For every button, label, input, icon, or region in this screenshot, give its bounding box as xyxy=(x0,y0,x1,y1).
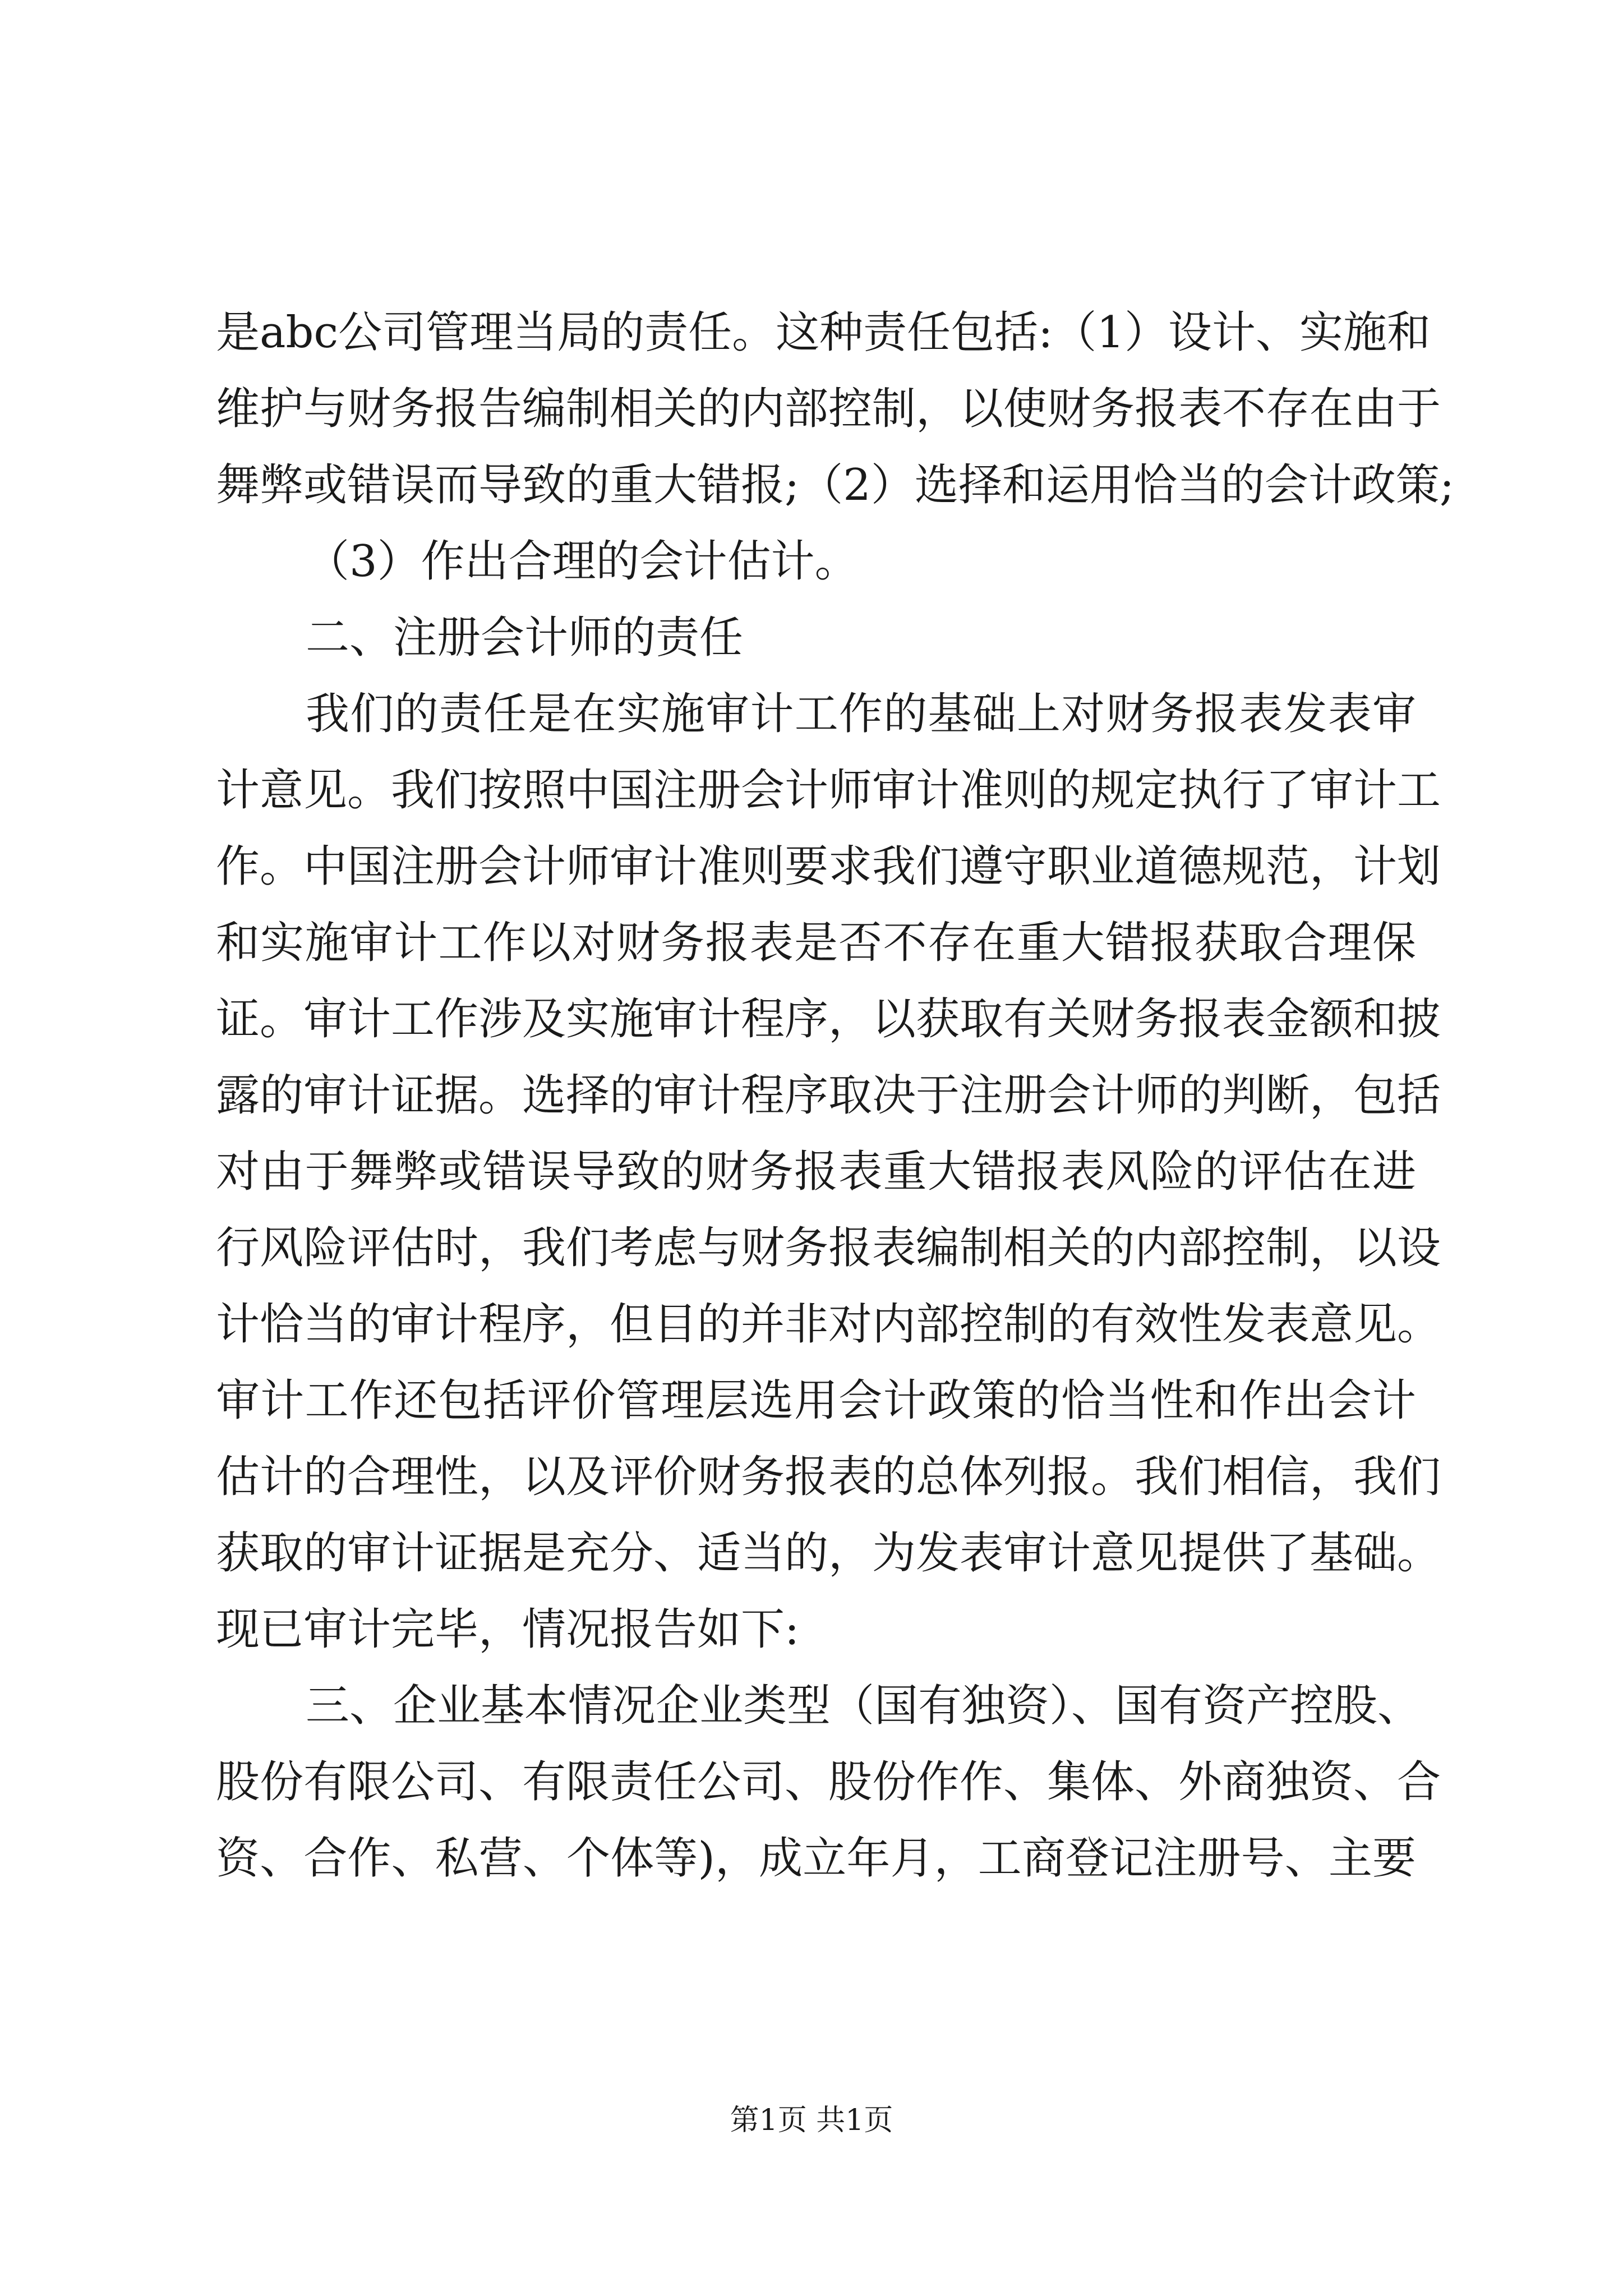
section-heading: 二、注册会计师的责任 xyxy=(306,613,744,663)
text-line: 舞弊或错误而导致的重大错报;（2）选择和运用恰当的会计政策; xyxy=(216,460,1455,510)
text-line: 估计的合理性，以及评价财务报表的总体列报。我们相信，我们 xyxy=(216,1452,1441,1502)
text-line: 作。中国注册会计师审计准则要求我们遵守职业道德规范，计划 xyxy=(216,841,1441,892)
text-line: 行风险评估时，我们考虑与财务报表编制相关的内部控制，以设 xyxy=(216,1223,1441,1273)
text-line: 我们的责任是在实施审计工作的基础上对财务报表发表审 xyxy=(306,689,1416,739)
text-line: 审计工作还包括评价管理层选用会计政策的恰当性和作出会计 xyxy=(216,1375,1416,1426)
text-line: 现已审计完毕，情况报告如下: xyxy=(216,1604,800,1655)
text-line: 资、合作、私营、个体等)，成立年月，工商登记注册号、主要 xyxy=(216,1833,1416,1884)
section-heading: 三、企业基本情况企业类型（国有独资）、国有资产控股、 xyxy=(306,1681,1422,1731)
text-line: 对由于舞弊或错误导致的财务报表重大错报表风险的评估在进 xyxy=(216,1147,1416,1197)
text-line: 露的审计证据。选择的审计程序取决于注册会计师的判断，包括 xyxy=(216,1070,1441,1121)
text-line: 和实施审计工作以对财务报表是否不存在重大错报获取合理保 xyxy=(216,918,1416,968)
text-line: 计恰当的审计程序，但目的并非对内部控制的有效性发表意见。 xyxy=(216,1299,1441,1350)
text-line: 维护与财务报告编制相关的内部控制，以使财务报表不存在由于 xyxy=(216,384,1441,434)
page-footer: 第1页 共1页 xyxy=(730,2104,893,2137)
text-line: 证。审计工作涉及实施审计程序，以获取有关财务报表金额和披 xyxy=(216,994,1441,1045)
text-line: 计意见。我们按照中国注册会计师审计准则的规定执行了审计工 xyxy=(216,765,1441,816)
document-body xyxy=(216,295,1455,1897)
text-line: 是abc公司管理当局的责任。这种责任包括:（1）设计、实施和 xyxy=(216,307,1431,358)
text-line: （3）作出合理的会计估计。 xyxy=(306,536,859,587)
text-line: 获取的审计证据是充分、适当的，为发表审计意见提供了基础。 xyxy=(216,1528,1441,1579)
text-line: 股份有限公司、有限责任公司、股份作作、集体、外商独资、合 xyxy=(216,1757,1441,1807)
